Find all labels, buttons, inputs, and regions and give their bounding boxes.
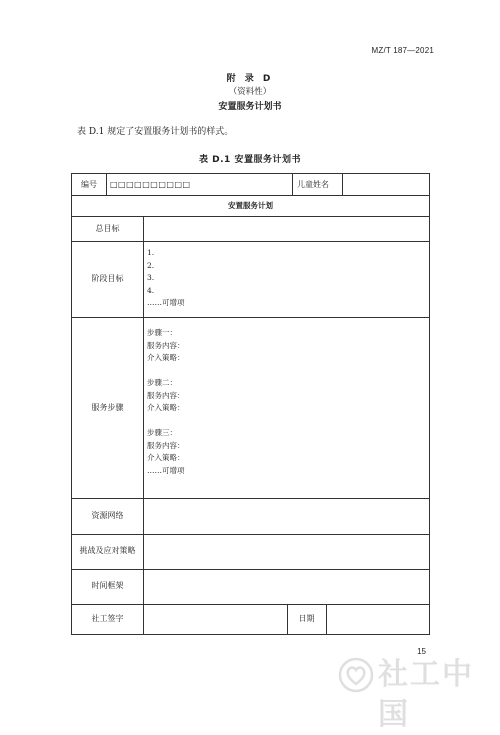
heart-hands-logo-icon: [338, 657, 374, 693]
service-steps-label: 服务步骤: [91, 403, 124, 412]
step-title: 步骤二：: [147, 378, 177, 387]
step-strategy: 介入策略：: [147, 453, 185, 462]
appendix-type: （资料性）: [228, 87, 272, 97]
child-name-field[interactable]: [343, 174, 429, 195]
service-steps-list[interactable]: [147, 327, 185, 477]
table-caption: 表 D.1 安置服务计划书: [199, 155, 301, 165]
stage-goal-item: 4.: [147, 285, 155, 295]
plan-heading: 安置服务计划: [228, 201, 273, 210]
resource-network-label: 资源网络: [91, 511, 124, 520]
stage-goal-list[interactable]: [147, 247, 185, 310]
social-worker-signature-label: 社工签字: [91, 614, 124, 623]
step-content: 服务内容：: [147, 440, 185, 450]
standard-code: MZ/T 187—2021: [371, 46, 434, 55]
step-strategy: 介入策略：: [147, 403, 185, 412]
stage-goal-item: 1.: [147, 248, 155, 257]
stage-goal-label: 阶段目标: [91, 274, 124, 283]
step-title: 步骤三：: [147, 428, 177, 437]
timeframe-field[interactable]: [144, 570, 429, 604]
signature-field[interactable]: [144, 605, 287, 634]
step-strategy: 介入策略：: [147, 353, 185, 362]
step-content: 服务内容：: [147, 390, 185, 400]
intro-text: 表 D.1 规定了安置服务计划书的样式。: [77, 127, 234, 137]
appendix-name: 安置服务计划书: [218, 102, 282, 112]
stage-goal-item: 2.: [147, 260, 155, 270]
watermark-text: 社工中国: [378, 657, 474, 732]
step-title: 步骤一：: [147, 328, 177, 337]
date-label: 日期: [298, 614, 315, 623]
timeframe-label: 时间框架: [91, 581, 124, 590]
challenges-label: 挑战及应对策略: [79, 546, 136, 555]
page-number: 15: [417, 647, 426, 656]
resource-network-field[interactable]: [144, 499, 429, 534]
service-plan-form: [71, 173, 430, 635]
child-name-label: 儿童姓名: [297, 180, 329, 189]
challenges-field[interactable]: [144, 535, 429, 569]
watermark: [338, 655, 488, 732]
serial-label: 编号: [81, 180, 97, 189]
step-content: 服务内容：: [147, 340, 185, 350]
date-field[interactable]: [327, 605, 429, 634]
appendix-title: 附 录 D: [226, 74, 274, 84]
overall-goal-label: 总目标: [95, 224, 120, 233]
overall-goal-field[interactable]: [144, 217, 429, 241]
stage-goal-more: ……可增项: [147, 298, 185, 307]
stage-goal-item: 3.: [147, 273, 155, 282]
steps-more: ……可增项: [147, 465, 185, 475]
serial-number-boxes[interactable]: □□□□□□□□□□: [110, 180, 191, 189]
